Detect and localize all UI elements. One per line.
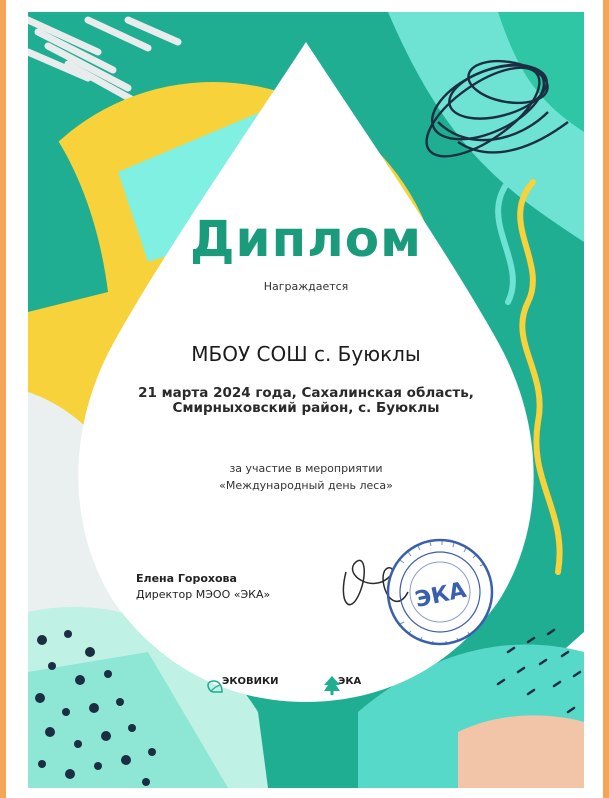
- signer-name: Елена Горохова: [136, 572, 237, 585]
- participation-line-2: «Международный день леса»: [219, 479, 393, 492]
- eka-logo: [338, 676, 361, 687]
- eka-logo-text: ЭКА: [338, 676, 362, 687]
- participation-line-1: за участие в мероприятии: [229, 462, 383, 475]
- ecowiki-logo: [222, 676, 279, 687]
- certificate-page: [28, 12, 584, 788]
- recipient-name: МБОУ СОШ с. Буюклы: [191, 342, 421, 366]
- signer-role: Директор МЭОО «ЭКА»: [136, 588, 271, 601]
- participation-text: [28, 460, 584, 494]
- ecowiki-logo-text: ЭКОВИКИ: [222, 676, 279, 687]
- event-details: 21 марта 2024 года, Сахалинская область, Смирныховский район, с. Буюклы: [138, 385, 474, 416]
- stamp-text: ЭКА: [413, 577, 469, 613]
- certificate-title: Диплом: [190, 210, 422, 268]
- awarded-label: Награждается: [263, 280, 349, 293]
